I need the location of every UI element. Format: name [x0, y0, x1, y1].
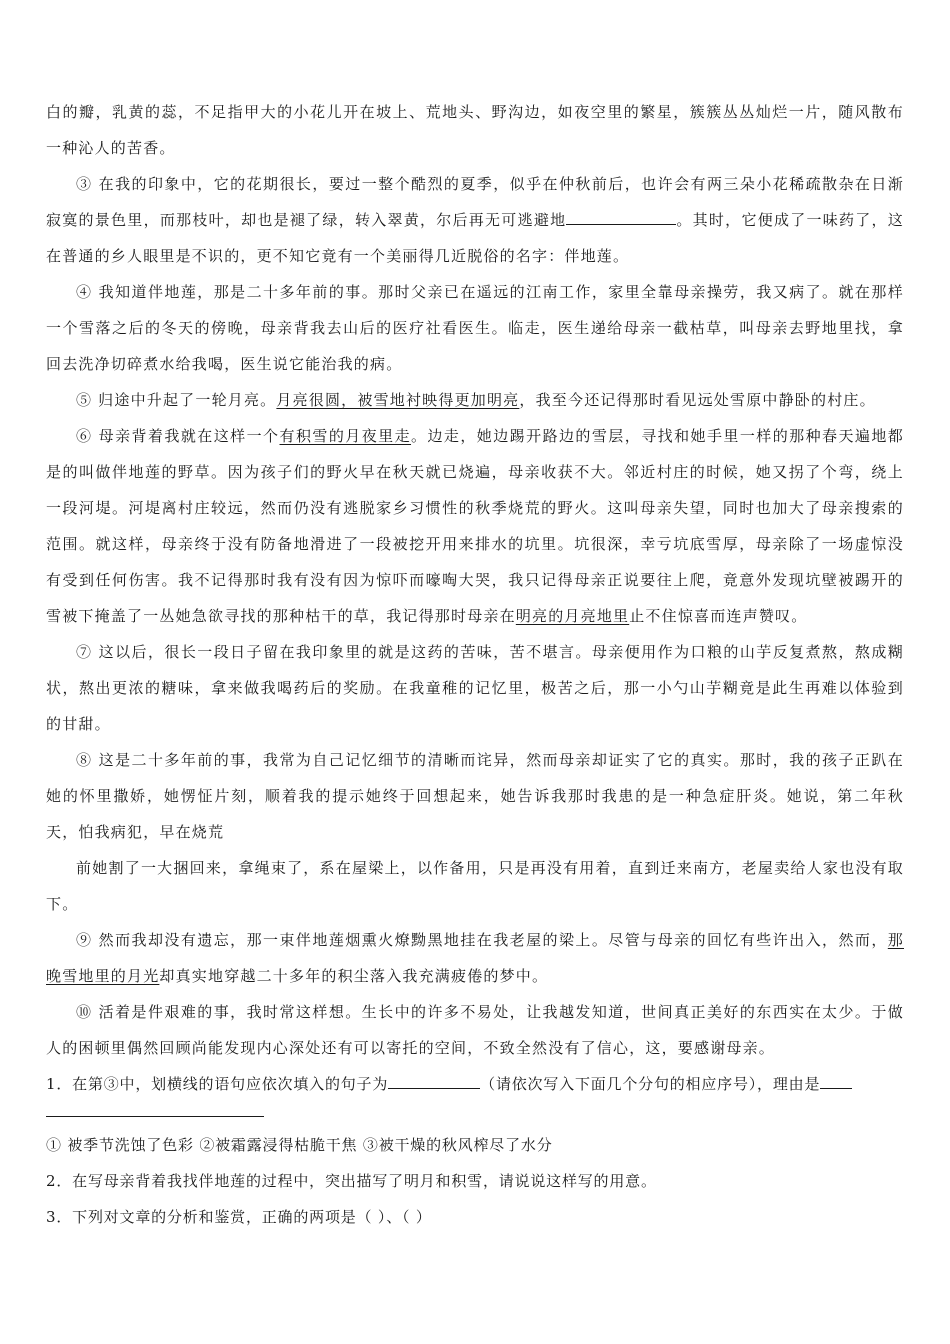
question-text: 1．在第③中，划横线的语句应依次填入的句子为 [46, 1075, 389, 1093]
paragraph-text: 。其时，它便成了一味药了，这在普通的乡人眼里是不识的，更不知它竟有一个美丽得几近脱俗的名字：伴地莲。 [46, 211, 904, 265]
paragraph-5 [46, 382, 904, 418]
paragraph-text: ⑦ 这以后，很长一段日子留在我印象里的就是这药的苦味，苦不堪言。母亲便用作为口粮的山芋反复煮熬，熬成糊状，熬出更浓的糖味，拿来做我喝药后的奖励。在我童稚的记忆里，极苦之后，那一小勺山芋糊竟是此生再难以体验到的甘甜。 [46, 643, 904, 733]
reason-blank-line[interactable] [46, 1102, 264, 1117]
paragraph-text: ，我至今还记得那时看见远处雪原中静卧的村庄。 [519, 391, 876, 409]
paragraph-8-continued [46, 850, 904, 922]
reason-blank[interactable] [820, 1071, 852, 1089]
paragraph-4 [46, 274, 904, 382]
fill-in-blank[interactable] [566, 207, 676, 225]
question-1-options: ① 被季节洗蚀了色彩 ②被霜露浸得枯脆干焦 ③被干燥的秋风榨尽了水分 [46, 1136, 553, 1154]
paragraph-text: 止不住惊喜而连声赞叹。 [629, 607, 808, 625]
paragraph-8 [46, 742, 904, 850]
paragraph-text: 却真实地穿越二十多年的积尘落入我充满疲倦的梦中。 [159, 967, 549, 985]
question-3: 3．下列对文章的分析和鉴赏，正确的两项是（ ）、（ ） [46, 1208, 432, 1226]
paragraph-text: ④ 我知道伴地莲，那是二十多年前的事。那时父亲已在遥远的江南工作，家里全靠母亲操劳，我又病了。就在那样一个雪落之后的冬天的傍晚，母亲背我去山后的医疗社看医生。临走，医生递给母亲一截枯草，叫母亲去野地里找，拿回去洗净切碎煮水给我喝，医生说它能治我的病。 [46, 283, 904, 373]
paragraph-text: 。边走，她边踢开路边的雪层，寻找和她手里一样的那种春天遍地都是的叫做伴地莲的野草。因为孩子们的野火早在秋天就已烧遍，母亲收获不大。邻近村庄的时候，她又拐了个弯，绕上一段河堤。河堤离村庄较远，然而仍没有逃脱家乡习惯性的秋季烧荒的野火。这叫母亲失望，同时也加大了母亲搜索的范围。就这样，母亲终于没有防备地滑进了一段被挖开用来排水的坑里。坑很深，幸亏坑底雪厚，母亲除了一场虚惊没有受到任何伤害。我不记得那时我有没有因为惊吓而嚎啕大哭，我只记得母亲正说要往上爬，竟意外发现坑壁被踢开的雪被下掩盖了一丛她急欲寻找的那种枯干的草，我记得那时母亲在 [46, 427, 904, 625]
paragraph-9 [46, 922, 904, 994]
underlined-phrase: 明亮的月亮地里 [515, 607, 630, 625]
underlined-phrase: 那晚雪地里的月光 [46, 931, 904, 985]
question-text: （请依次写入下面几个分句的相应序号），理由是 [480, 1075, 821, 1093]
underlined-phrase: 有积雪的月夜里走 [279, 427, 412, 445]
paragraph-continued [46, 94, 904, 166]
questions-section [46, 1066, 904, 1235]
paragraph-6 [46, 418, 904, 634]
paragraph-text: 前她割了一大捆回来，拿绳束了，系在屋梁上，以作备用，只是再没有用着，直到迁来南方，老屋卖给人家也没有取下。 [46, 859, 904, 913]
paragraph-text: 白的瓣，乳黄的蕊，不足指甲大的小花儿开在坡上、荒地头、野沟边，如夜空里的繁星，簇簇丛丛灿烂一片，随风散布一种沁人的苦香。 [46, 103, 904, 157]
underlined-phrase: 月亮很圆，被雪地衬映得更加明亮 [276, 391, 520, 409]
paragraph-text: ⑧ 这是二十多年前的事，我常为自己记忆细节的清晰而诧异，然而母亲却证实了它的真实。那时，我的孩子正趴在她的怀里撒娇，她愣怔片刻，顺着我的提示她终于回想起来，她告诉我那时我患的是一种急症肝炎。她说，第二年秋天，怕我病犯，早在烧荒 [46, 751, 904, 841]
question-1 [46, 1066, 904, 1102]
question-2: 2．在写母亲背着我找伴地莲的过程中，突出描写了明月和积雪，请说说这样写的用意。 [46, 1172, 657, 1190]
paragraph-text: ⑥ 母亲背着我就在这样一个 [76, 427, 280, 445]
paragraph-text: ⑤ 归途中升起了一轮月亮。 [76, 391, 277, 409]
answer-blank[interactable] [388, 1071, 480, 1089]
paragraph-3 [46, 166, 904, 274]
paragraph-7 [46, 634, 904, 742]
article-body [46, 94, 904, 1235]
paragraph-text: ⑨ 然而我却没有遗忘，那一束伴地莲烟熏火燎黝黑地挂在我老屋的梁上。尽管与母亲的回忆有些许出入，然而， [76, 931, 888, 949]
paragraph-10 [46, 994, 904, 1066]
paragraph-text: ③ 在我的印象中，它的花期很长，要过一整个酷烈的夏季，似乎在仲秋前后，也许会有两三朵小花稀疏散杂在日渐寂寞的景色里，而那枝叶，却也是褪了绿，转入翠黄，尔后再无可逃避地 [46, 175, 904, 229]
paragraph-text: ⑩ 活着是件艰难的事，我时常这样想。生长中的许多不易处，让我越发知道，世间真正美好的东西实在太少。于做人的困顿里偶然回顾尚能发现内心深处还有可以寄托的空间，不致全然没有了信心，这，要感谢母亲。 [46, 1003, 904, 1057]
